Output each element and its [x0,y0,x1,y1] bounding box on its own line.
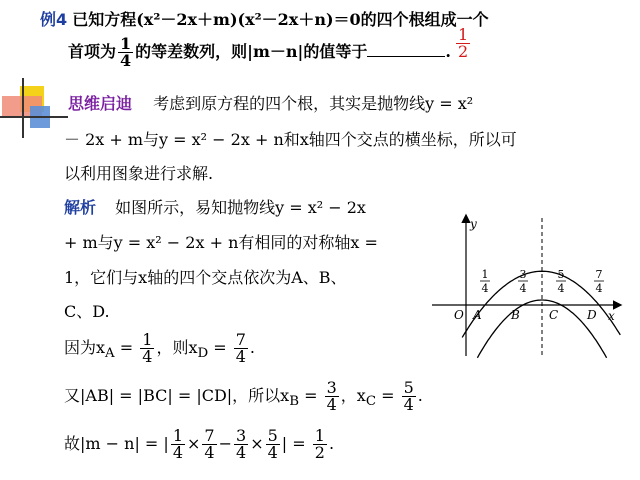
solution-line-2: + m与y = x² − 2x + n有相同的对称轴x = [64,233,378,252]
solution-text-1: 如图所示，易知抛物线y = x² − 2x [115,198,366,217]
solution-label: 解析 [64,198,97,217]
point-label-C: C [549,308,559,322]
solution-line-4: C、D. [64,302,110,321]
answer-fraction: $\frac{1}{2}$ [458,25,469,61]
problem-label: 例4 [40,10,68,29]
point-label-A: A [473,308,482,322]
tick-numerator-3: 5 [557,268,565,281]
decorative-sticker [0,78,70,140]
tick-denominator-3: 4 [557,282,565,295]
solution-line-1 [64,198,366,218]
solution-line-5: 因为$x_A$ = $\frac{1}{4}$ ，则$x_D$ = $\frac{7}{4}$ . [64,330,256,366]
tick-denominator-2: 4 [519,282,527,295]
problem-text-2a: 首项为 [68,42,117,61]
y-axis-label: y [470,217,477,231]
tick-numerator-1: 1 [481,268,489,281]
tick-denominator-1: 4 [481,282,489,295]
hint-label: 思维启迪 [68,94,133,113]
hint-text-1: 考虑到原方程的四个根，其实是抛物线y = x² [153,94,474,113]
solution-line-3: 1，它们与x轴的四个交点依次为A、B、 [64,268,347,287]
point-label-B: B [511,308,520,322]
hint-line-3: 以利用图象进行求解. [64,164,214,183]
problem-text-2b: 的等差数列，则|m－n|的值等于 [135,42,368,61]
answer-blank [367,42,445,57]
origin-label: O [454,308,464,322]
point-label-D: D [587,308,597,322]
problem-line-2: 首项为 $\frac{1}{4}$ 的等差数列，则|m－n|的值等于 . [68,34,451,70]
hint-line-1 [68,94,473,114]
tick-numerator-2: 3 [519,268,527,281]
first-term-fraction: $\frac{1}{4}$ [120,34,132,70]
parabola-graph [430,210,626,360]
problem-line-1 [40,10,489,30]
x-axis-label: x [608,309,615,323]
tick-numerator-4: 7 [595,268,603,281]
hint-line-2: － 2x + m与y = x² − 2x + n和x轴四个交点的横坐标，所以可 [64,130,517,149]
solution-line-7: 故|m − n| = | $\frac{1}{4}$ × $\frac{7}{4}$ − $\frac{3}{4}$ × $\frac{5}{4}$ | = $\frac{1}{2}$ . [64,426,335,462]
solution-line-6: 又|AB| = |BC| = |CD|，所以$x_B$ = $\frac{3}{4}$ ，$x_C$ = $\frac{5}{4}$ . [64,378,423,414]
problem-text-1: 已知方程(x²－2x＋m)(x²－2x＋n)＝0的四个根组成一个 [72,10,489,29]
tick-denominator-4: 4 [595,282,603,295]
